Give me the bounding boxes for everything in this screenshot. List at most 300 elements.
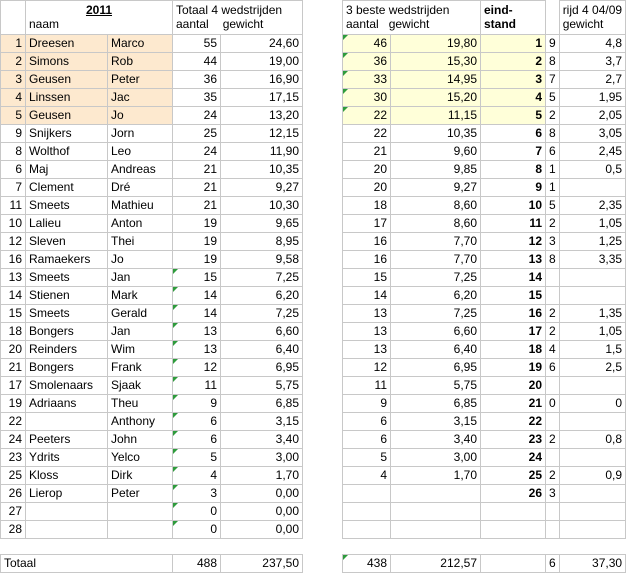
cell-firstname[interactable]: Jorn <box>108 125 173 143</box>
cell-aantal[interactable]: 0 <box>173 521 221 539</box>
cell-aantal[interactable]: 21 <box>173 197 221 215</box>
cell-r4-aantal[interactable]: 8 <box>546 251 560 269</box>
cell-r4-aantal[interactable]: 3 <box>546 485 560 503</box>
table-row <box>1 449 626 467</box>
cell-firstname[interactable]: Sjaak <box>108 377 173 395</box>
header-cell-rijd4[interactable] <box>559 1 625 35</box>
cell-gewicht[interactable]: 7,25 <box>221 269 303 287</box>
cell-r4-aantal[interactable]: 2 <box>546 467 560 485</box>
cell-gewicht[interactable]: 10,30 <box>221 197 303 215</box>
header-cell-total4[interactable] <box>173 1 303 35</box>
cell-nr[interactable]: 25 <box>1 467 26 485</box>
cell-r4-aantal[interactable]: 1 <box>546 179 560 197</box>
cell-lastname[interactable]: Kloss <box>26 467 108 485</box>
cell-nr[interactable]: 13 <box>1 269 26 287</box>
cell-eindstand[interactable]: 7 <box>481 143 546 161</box>
cell-lastname[interactable]: Smeets <box>26 305 108 323</box>
cell-gewicht3[interactable]: 19,80 <box>391 35 481 53</box>
cell-aantal3[interactable]: 46 <box>343 35 391 53</box>
cell-gewicht[interactable]: 3,15 <box>221 413 303 431</box>
cell-eindstand[interactable]: 19 <box>481 359 546 377</box>
cell-aantal3[interactable]: 18 <box>343 197 391 215</box>
cell-gewicht[interactable]: 11,90 <box>221 143 303 161</box>
cell-r4-gewicht[interactable] <box>559 287 625 305</box>
cell-lastname[interactable]: Bongers <box>26 359 108 377</box>
cell-lastname[interactable]: Bongers <box>26 323 108 341</box>
table-row <box>1 359 626 377</box>
cell-gewicht3[interactable]: 1,70 <box>391 467 481 485</box>
cell-nr[interactable]: 5 <box>1 107 26 125</box>
cell-aantal[interactable]: 25 <box>173 125 221 143</box>
cell-gewicht3[interactable]: 6,85 <box>391 395 481 413</box>
cell-nr[interactable]: 12 <box>1 233 26 251</box>
cell-r4-aantal[interactable]: 6 <box>546 359 560 377</box>
cell-nr[interactable]: 23 <box>1 449 26 467</box>
cell-gewicht3[interactable]: 5,75 <box>391 377 481 395</box>
cell-firstname[interactable]: Theu <box>108 395 173 413</box>
cell-firstname[interactable]: Peter <box>108 71 173 89</box>
cell-r4-aantal[interactable] <box>546 521 560 539</box>
cell-aantal3[interactable]: 6 <box>343 413 391 431</box>
cell-eindstand[interactable]: 23 <box>481 431 546 449</box>
cell-aantal3[interactable] <box>343 521 391 539</box>
cell-lastname[interactable]: Stienen <box>26 287 108 305</box>
cell-gewicht3[interactable]: 14,95 <box>391 71 481 89</box>
cell-r4-gewicht[interactable]: 1,5 <box>559 341 625 359</box>
cell-aantal[interactable]: 11 <box>173 377 221 395</box>
cell-gewicht3[interactable]: 7,25 <box>391 305 481 323</box>
cell-lastname[interactable]: Peeters <box>26 431 108 449</box>
cell-r4-aantal[interactable]: 1 <box>546 161 560 179</box>
cell-r4-aantal[interactable]: 7 <box>546 71 560 89</box>
cell-gewicht[interactable]: 6,40 <box>221 341 303 359</box>
cell-gewicht3[interactable]: 15,30 <box>391 53 481 71</box>
cell-gewicht3[interactable]: 3,40 <box>391 431 481 449</box>
cell-nr[interactable]: 19 <box>1 395 26 413</box>
cell-aantal[interactable]: 6 <box>173 413 221 431</box>
cell-lastname[interactable]: Lalieu <box>26 215 108 233</box>
cell-nr[interactable]: 1 <box>1 35 26 53</box>
cell-aantal[interactable]: 35 <box>173 89 221 107</box>
total-aantal[interactable]: 488 <box>173 555 221 573</box>
cell-eindstand[interactable]: 13 <box>481 251 546 269</box>
cell-eindstand[interactable]: 2 <box>481 53 546 71</box>
cell-r4-gewicht[interactable]: 2,45 <box>559 143 625 161</box>
cell-lastname[interactable]: Sleven <box>26 233 108 251</box>
cell-r4-aantal[interactable] <box>546 413 560 431</box>
cell-eindstand[interactable]: 12 <box>481 233 546 251</box>
cell-r4-gewicht[interactable]: 0,5 <box>559 161 625 179</box>
cell-eindstand[interactable]: 20 <box>481 377 546 395</box>
cell-lastname[interactable]: Smolenaars <box>26 377 108 395</box>
cell-aantal3[interactable]: 22 <box>343 107 391 125</box>
cell-aantal[interactable]: 0 <box>173 503 221 521</box>
cell-firstname[interactable]: Yelco <box>108 449 173 467</box>
table-row <box>1 287 626 305</box>
cell-nr[interactable]: 15 <box>1 305 26 323</box>
cell-aantal3[interactable]: 6 <box>343 431 391 449</box>
cell-r4-gewicht[interactable]: 1,05 <box>559 323 625 341</box>
cell-gewicht3[interactable] <box>391 503 481 521</box>
cell-firstname[interactable]: Dirk <box>108 467 173 485</box>
cell-aantal3[interactable]: 33 <box>343 71 391 89</box>
cell-r4-aantal[interactable]: 5 <box>546 197 560 215</box>
cell-eindstand[interactable]: 11 <box>481 215 546 233</box>
cell-r4-aantal[interactable]: 0 <box>546 395 560 413</box>
cell-aantal3[interactable]: 11 <box>343 377 391 395</box>
cell-nr[interactable]: 3 <box>1 71 26 89</box>
cell-gewicht[interactable]: 0,00 <box>221 485 303 503</box>
cell-aantal[interactable]: 36 <box>173 71 221 89</box>
cell-nr[interactable]: 22 <box>1 413 26 431</box>
cell-r4-gewicht[interactable]: 0,9 <box>559 467 625 485</box>
cell-r4-gewicht[interactable] <box>559 449 625 467</box>
cell-aantal3[interactable]: 5 <box>343 449 391 467</box>
cell-r4-aantal[interactable]: 8 <box>546 125 560 143</box>
cell-firstname[interactable]: Rob <box>108 53 173 71</box>
cell-r4-gewicht[interactable] <box>559 485 625 503</box>
cell-r4-aantal[interactable]: 2 <box>546 305 560 323</box>
cell-aantal[interactable]: 14 <box>173 287 221 305</box>
cell-eindstand[interactable]: 17 <box>481 323 546 341</box>
cell-r4-aantal[interactable]: 8 <box>546 53 560 71</box>
cell-lastname[interactable] <box>26 521 108 539</box>
cell-r4-gewicht[interactable]: 1,25 <box>559 233 625 251</box>
cell-lastname[interactable]: Maj <box>26 161 108 179</box>
cell-eindstand[interactable]: 15 <box>481 287 546 305</box>
cell-r4-gewicht[interactable]: 3,35 <box>559 251 625 269</box>
cell-r4-gewicht[interactable] <box>559 413 625 431</box>
cell-gewicht3[interactable]: 3,00 <box>391 449 481 467</box>
cell-lastname[interactable]: Adriaans <box>26 395 108 413</box>
cell-r4-aantal[interactable]: 9 <box>546 35 560 53</box>
cell-nr[interactable]: 11 <box>1 197 26 215</box>
cell-r4-aantal[interactable]: 3 <box>546 233 560 251</box>
cell-gewicht[interactable]: 6,85 <box>221 395 303 413</box>
cell-nr[interactable]: 17 <box>1 377 26 395</box>
cell-gewicht[interactable]: 10,35 <box>221 161 303 179</box>
cell-aantal3[interactable]: 20 <box>343 179 391 197</box>
total-r4-aantal[interactable]: 6 <box>546 555 560 573</box>
cell-r4-aantal[interactable]: 4 <box>546 341 560 359</box>
cell-gewicht3[interactable]: 7,25 <box>391 269 481 287</box>
cell-nr[interactable]: 16 <box>1 251 26 269</box>
cell-aantal3[interactable]: 15 <box>343 269 391 287</box>
cell-eindstand[interactable]: 25 <box>481 467 546 485</box>
eindstand-header[interactable]: eind- stand <box>481 1 546 35</box>
cell-gewicht[interactable]: 6,95 <box>221 359 303 377</box>
cell-eindstand[interactable]: 18 <box>481 341 546 359</box>
cell-gewicht3[interactable]: 9,85 <box>391 161 481 179</box>
cell-firstname[interactable]: Andreas <box>108 161 173 179</box>
cell-gewicht[interactable]: 6,60 <box>221 323 303 341</box>
cell-eindstand[interactable]: 9 <box>481 179 546 197</box>
cell-lastname[interactable]: Wolthof <box>26 143 108 161</box>
cell-gewicht3[interactable]: 10,35 <box>391 125 481 143</box>
cell-r4-gewicht[interactable]: 2,7 <box>559 71 625 89</box>
cell-aantal3[interactable]: 13 <box>343 323 391 341</box>
cell-r4-aantal[interactable]: 2 <box>546 215 560 233</box>
cell-aantal3[interactable]: 13 <box>343 305 391 323</box>
cell-nr[interactable]: 21 <box>1 359 26 377</box>
cell-eindstand[interactable]: 8 <box>481 161 546 179</box>
cell-r4-aantal[interactable] <box>546 503 560 521</box>
cell-eindstand[interactable]: 21 <box>481 395 546 413</box>
cell-lastname[interactable]: Lierop <box>26 485 108 503</box>
cell-firstname[interactable]: Mathieu <box>108 197 173 215</box>
total-r4-gewicht[interactable]: 37,30 <box>559 555 625 573</box>
cell-r4-gewicht[interactable]: 1,95 <box>559 89 625 107</box>
cell-aantal[interactable]: 55 <box>173 35 221 53</box>
gewicht3-header: gewicht <box>388 17 430 31</box>
cell-firstname[interactable] <box>108 521 173 539</box>
cell-firstname[interactable]: Jan <box>108 323 173 341</box>
cell-firstname[interactable]: Mark <box>108 287 173 305</box>
cell-aantal[interactable]: 19 <box>173 233 221 251</box>
cell-firstname[interactable]: Jo <box>108 107 173 125</box>
cell-r4-aantal[interactable] <box>546 287 560 305</box>
cell-aantal3[interactable]: 4 <box>343 467 391 485</box>
cell-aantal[interactable]: 24 <box>173 107 221 125</box>
cell-aantal[interactable]: 6 <box>173 431 221 449</box>
cell-r4-aantal[interactable] <box>546 377 560 395</box>
cell-r4-aantal[interactable]: 2 <box>546 431 560 449</box>
cell-gewicht3[interactable]: 6,60 <box>391 323 481 341</box>
cell-aantal[interactable]: 3 <box>173 485 221 503</box>
cell-aantal3[interactable] <box>343 485 391 503</box>
cell-gewicht3[interactable]: 11,15 <box>391 107 481 125</box>
cell-lastname[interactable]: Ramaekers <box>26 251 108 269</box>
cell-aantal[interactable]: 19 <box>173 215 221 233</box>
cell-lastname[interactable]: Reinders <box>26 341 108 359</box>
cell-gewicht[interactable]: 3,00 <box>221 449 303 467</box>
cell-firstname[interactable]: Wim <box>108 341 173 359</box>
cell-aantal3[interactable]: 14 <box>343 287 391 305</box>
cell-gewicht3[interactable]: 9,60 <box>391 143 481 161</box>
cell-r4-gewicht[interactable]: 3,7 <box>559 53 625 71</box>
cell-firstname[interactable]: Anthony <box>108 413 173 431</box>
cell-eindstand[interactable]: 4 <box>481 89 546 107</box>
cell-aantal3[interactable] <box>343 503 391 521</box>
cell-gewicht[interactable]: 24,60 <box>221 35 303 53</box>
cell-aantal[interactable]: 13 <box>173 323 221 341</box>
cell-eindstand[interactable]: 1 <box>481 35 546 53</box>
cell-nr[interactable]: 8 <box>1 143 26 161</box>
cell-nr[interactable]: 9 <box>1 125 26 143</box>
cell-firstname[interactable]: Jan <box>108 269 173 287</box>
cell-firstname[interactable]: Peter <box>108 485 173 503</box>
cell-aantal[interactable]: 21 <box>173 161 221 179</box>
cell-aantal3[interactable]: 22 <box>343 125 391 143</box>
cell-lastname[interactable]: Dreesen <box>26 35 108 53</box>
cell-r4-aantal[interactable]: 2 <box>546 323 560 341</box>
cell-firstname[interactable]: Marco <box>108 35 173 53</box>
cell-r4-gewicht[interactable]: 2,05 <box>559 107 625 125</box>
cell-gewicht3[interactable] <box>391 521 481 539</box>
cell-firstname[interactable]: Jac <box>108 89 173 107</box>
cell-r4-gewicht[interactable] <box>559 269 625 287</box>
totals-label[interactable]: Totaal <box>1 555 173 573</box>
cell-lastname[interactable]: Geusen <box>26 71 108 89</box>
cell-gewicht3[interactable] <box>391 485 481 503</box>
header-cell-best3[interactable] <box>343 1 481 35</box>
cell-aantal3[interactable]: 36 <box>343 53 391 71</box>
cell-nr[interactable]: 24 <box>1 431 26 449</box>
cell-nr[interactable]: 4 <box>1 89 26 107</box>
cell-firstname[interactable]: Leo <box>108 143 173 161</box>
cell-aantal3[interactable]: 13 <box>343 341 391 359</box>
cell-lastname[interactable]: Smeets <box>26 197 108 215</box>
cell-gewicht3[interactable]: 6,20 <box>391 287 481 305</box>
table-row <box>1 269 626 287</box>
cell-gewicht[interactable]: 12,15 <box>221 125 303 143</box>
cell-aantal3[interactable]: 17 <box>343 215 391 233</box>
cell-lastname[interactable]: Snijkers <box>26 125 108 143</box>
cell-eindstand[interactable]: 22 <box>481 413 546 431</box>
cell-r4-gewicht[interactable]: 3,05 <box>559 125 625 143</box>
cell-gewicht[interactable]: 13,20 <box>221 107 303 125</box>
cell-gewicht[interactable]: 6,20 <box>221 287 303 305</box>
cell-r4-gewicht[interactable]: 0 <box>559 395 625 413</box>
cell-nr[interactable]: 20 <box>1 341 26 359</box>
total-aantal3[interactable]: 438 <box>343 555 391 573</box>
cell-aantal[interactable]: 13 <box>173 341 221 359</box>
cell-lastname[interactable]: Clement <box>26 179 108 197</box>
cell-lastname[interactable]: Geusen <box>26 107 108 125</box>
cell-r4-gewicht[interactable]: 1,35 <box>559 305 625 323</box>
cell-gewicht3[interactable]: 9,27 <box>391 179 481 197</box>
cell-gewicht3[interactable]: 8,60 <box>391 197 481 215</box>
cell-aantal3[interactable]: 9 <box>343 395 391 413</box>
cell-nr[interactable]: 27 <box>1 503 26 521</box>
cell-nr[interactable]: 2 <box>1 53 26 71</box>
cell-nr[interactable]: 6 <box>1 161 26 179</box>
cell-aantal[interactable]: 4 <box>173 467 221 485</box>
cell-eindstand[interactable] <box>481 503 546 521</box>
cell-nr[interactable]: 7 <box>1 179 26 197</box>
cell-aantal[interactable]: 44 <box>173 53 221 71</box>
cell-firstname[interactable]: Gerald <box>108 305 173 323</box>
cell-r4-aantal[interactable] <box>546 269 560 287</box>
cell-gewicht3[interactable]: 7,70 <box>391 251 481 269</box>
cell-gewicht[interactable]: 9,58 <box>221 251 303 269</box>
cell-eindstand[interactable]: 24 <box>481 449 546 467</box>
cell-eindstand[interactable]: 14 <box>481 269 546 287</box>
cell-r4-gewicht[interactable]: 0,8 <box>559 431 625 449</box>
cell-firstname[interactable]: Thei <box>108 233 173 251</box>
cell-gewicht[interactable]: 1,70 <box>221 467 303 485</box>
total-eindstand[interactable] <box>481 555 546 573</box>
cell-r4-gewicht[interactable] <box>559 521 625 539</box>
cell-gewicht[interactable]: 16,90 <box>221 71 303 89</box>
cell-aantal[interactable]: 21 <box>173 179 221 197</box>
cell-aantal3[interactable]: 30 <box>343 89 391 107</box>
cell-nr[interactable]: 28 <box>1 521 26 539</box>
cell-gewicht3[interactable]: 6,95 <box>391 359 481 377</box>
cell-aantal[interactable]: 19 <box>173 251 221 269</box>
cell-aantal[interactable]: 14 <box>173 305 221 323</box>
cell-r4-gewicht[interactable] <box>559 377 625 395</box>
cell-r4-gewicht[interactable]: 2,35 <box>559 197 625 215</box>
cell-aantal3[interactable]: 12 <box>343 359 391 377</box>
cell-gewicht3[interactable]: 6,40 <box>391 341 481 359</box>
cell-gewicht3[interactable]: 3,15 <box>391 413 481 431</box>
cell-lastname[interactable] <box>26 413 108 431</box>
cell-aantal[interactable]: 9 <box>173 395 221 413</box>
cell-eindstand[interactable] <box>481 521 546 539</box>
cell-eindstand[interactable]: 3 <box>481 71 546 89</box>
cell-eindstand[interactable]: 10 <box>481 197 546 215</box>
cell-gewicht[interactable]: 19,00 <box>221 53 303 71</box>
cell-aantal[interactable]: 15 <box>173 269 221 287</box>
cell-gewicht[interactable]: 17,15 <box>221 89 303 107</box>
cell-eindstand[interactable]: 16 <box>481 305 546 323</box>
cell-aantal[interactable]: 12 <box>173 359 221 377</box>
cell-aantal[interactable]: 5 <box>173 449 221 467</box>
cell-r4-gewicht[interactable]: 1,05 <box>559 215 625 233</box>
cell-lastname[interactable] <box>26 503 108 521</box>
cell-r4-aantal[interactable]: 6 <box>546 143 560 161</box>
cell-aantal3[interactable]: 21 <box>343 143 391 161</box>
cell-lastname[interactable]: Simons <box>26 53 108 71</box>
cell-r4-aantal[interactable]: 5 <box>546 89 560 107</box>
cell-aantal[interactable]: 24 <box>173 143 221 161</box>
table-row <box>1 395 626 413</box>
cell-gewicht[interactable]: 8,95 <box>221 233 303 251</box>
cell-gewicht[interactable]: 0,00 <box>221 521 303 539</box>
cell-gewicht3[interactable]: 15,20 <box>391 89 481 107</box>
cell-r4-aantal[interactable]: 2 <box>546 107 560 125</box>
cell-firstname[interactable]: John <box>108 431 173 449</box>
cell-r4-gewicht[interactable] <box>559 179 625 197</box>
cell-gewicht[interactable]: 0,00 <box>221 503 303 521</box>
header-cell-name[interactable] <box>26 1 173 35</box>
cell-gewicht3[interactable]: 7,70 <box>391 233 481 251</box>
cell-aantal3[interactable]: 16 <box>343 251 391 269</box>
cell-r4-gewicht[interactable]: 2,5 <box>559 359 625 377</box>
cell-lastname[interactable]: Ydrits <box>26 449 108 467</box>
cell-eindstand[interactable]: 5 <box>481 107 546 125</box>
cell-nr[interactable]: 14 <box>1 287 26 305</box>
total-gewicht3[interactable]: 212,57 <box>391 555 481 573</box>
total-gewicht[interactable]: 237,50 <box>221 555 303 573</box>
cell-gewicht[interactable]: 5,75 <box>221 377 303 395</box>
cell-firstname[interactable]: Frank <box>108 359 173 377</box>
cell-nr[interactable]: 26 <box>1 485 26 503</box>
cell-eindstand[interactable]: 26 <box>481 485 546 503</box>
cell-gewicht[interactable]: 3,40 <box>221 431 303 449</box>
cell-eindstand[interactable]: 6 <box>481 125 546 143</box>
cell-nr[interactable]: 18 <box>1 323 26 341</box>
cell-aantal3[interactable]: 16 <box>343 233 391 251</box>
cell-gewicht[interactable]: 9,65 <box>221 215 303 233</box>
cell-aantal3[interactable]: 20 <box>343 161 391 179</box>
cell-gewicht[interactable]: 9,27 <box>221 179 303 197</box>
cell-r4-gewicht[interactable] <box>559 503 625 521</box>
cell-firstname[interactable]: Dré <box>108 179 173 197</box>
cell-gewicht[interactable]: 7,25 <box>221 305 303 323</box>
header-cell-nr[interactable] <box>1 1 26 35</box>
cell-firstname[interactable] <box>108 503 173 521</box>
cell-r4-aantal[interactable] <box>546 449 560 467</box>
cell-firstname[interactable]: Jo <box>108 251 173 269</box>
cell-gewicht3[interactable]: 8,60 <box>391 215 481 233</box>
cell-lastname[interactable]: Linssen <box>26 89 108 107</box>
cell-nr[interactable]: 10 <box>1 215 26 233</box>
cell-lastname[interactable]: Smeets <box>26 269 108 287</box>
cell-r4-gewicht[interactable]: 4,8 <box>559 35 625 53</box>
cell-firstname[interactable]: Anton <box>108 215 173 233</box>
